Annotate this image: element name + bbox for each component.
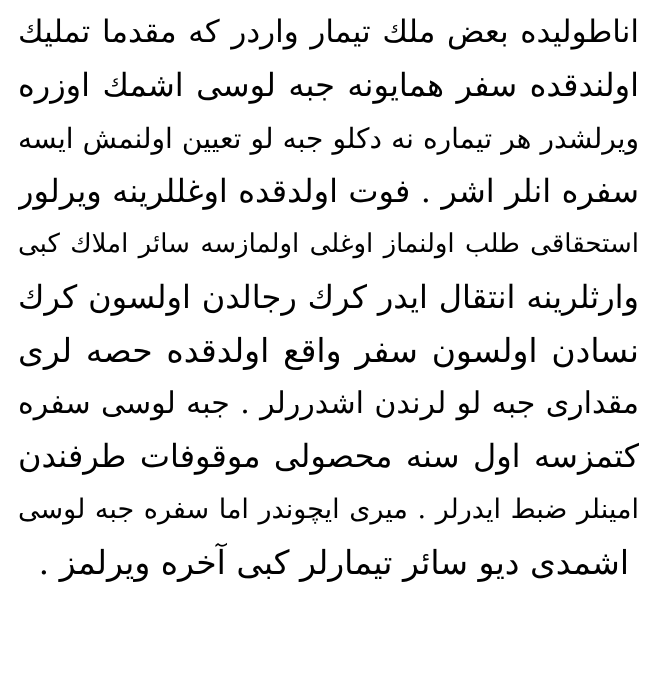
text-line-11: اشمدی دیو سائر تیمارلر كبی آخره ویرلمز . — [38, 543, 629, 582]
text-line-7: نسادن اولسون سفر واقع اولدقده حصه لری — [18, 331, 639, 370]
text-line-3: ویرلشدر هر تیماره نه دكلو جبه لو تعیین اولنمش ایسه — [18, 122, 639, 155]
text-line-8: مقداری جبه لو لرندن اشدررلر . جبه لوسی سفره — [18, 386, 639, 421]
text-line-1: اناطولیده بعض ملك تیمار واردر كه مقدما تملیك — [18, 14, 639, 50]
text-line-9: كتمزسه اول سنه محصولی موقوفات طرفندن — [18, 437, 639, 475]
text-line-5: استحقاقی طلب اولنماز اوغلی اولمازسه سائر املاك كبی — [18, 229, 639, 259]
text-line-10: امینلر ضبط ایدرلر . میری ایچوندر اما سفره جبه لوسی — [18, 494, 639, 525]
ottoman-text-block — [18, 0, 639, 589]
text-line-6: وارثلرینه انتقال ایدر كرك رجالدن اولسون كرك — [18, 278, 639, 316]
text-line-4: سفره انلر اشر . فوت اولدقده اوغللرینه ویرلور — [18, 172, 639, 210]
text-line-2: اولندقده سفر همایونه جبه لوسی اشمك اوزره — [18, 66, 639, 104]
